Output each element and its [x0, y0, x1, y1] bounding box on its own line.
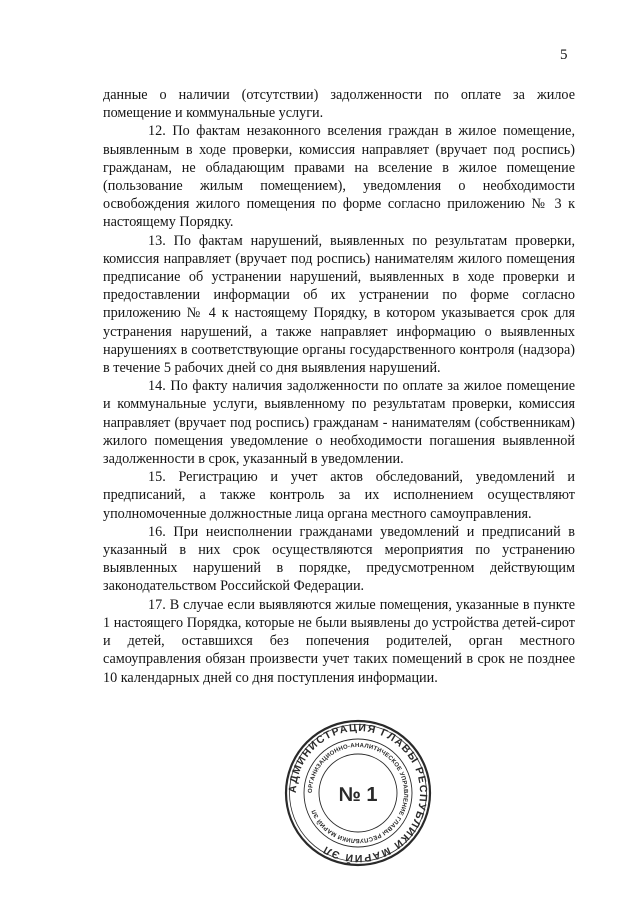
stamp-number: № 1	[338, 784, 378, 806]
stamp-outer-text: АДМИНИСТРАЦИЯ ГЛАВЫ РЕСПУБЛИКИ МАРИЙ ЭЛ	[286, 721, 430, 865]
stamp-seal-icon	[283, 718, 433, 868]
paragraph-16: 16. При неисполнении гражданами уведомлений и предписаний в указанный в них срок осуществляются мероприятия по устранению выявленных нарушений в порядке, предусмотренном действующим законодательством Российской Федерации.	[103, 523, 575, 595]
paragraph-15: 15. Регистрацию и учет актов обследований, уведомлений и предписаний, а также контроль за их исполнением осуществляют уполномоченные должностные лица органа местного самоуправления.	[103, 469, 575, 522]
paragraph-12: 12. По фактам незаконного вселения граждан в жилое помещение, выявленным в ходе проверки, комиссия направляет (вручает под роспись) гражданам, не обладающим правами на вселение в жилое помещение (пользование жилым помещением), уведомления о необходимости освобождения жилого помещения по форме согласно приложению № 3 к настоящему Порядку.	[103, 123, 575, 231]
paragraph-continuation: данные о наличии (отсутствии) задолженности по оплате за жилое помещение и коммунальные услуги.	[103, 87, 575, 122]
stamp-inner-text: ОРГАНИЗАЦИОННО-АНАЛИТИЧЕСКОЕ УПРАВЛЕНИЕ ГЛАВЫ РЕСПУБЛИКИ МАРИЙ ЭЛ	[307, 742, 409, 844]
official-stamp	[283, 718, 433, 868]
paragraph-13: 13. По фактам нарушений, выявленных по результатам проверки, комиссия направляет (вручает под роспись) нанимателям жилого помещения предписание об устранении нарушений, выявленных в ходе проверки и предоставлении информации об их устранении по форме согласно приложению № 4 к настоящему Порядку, в котором указывается срок для устранения нарушений, а также направляет информацию о выявленных нарушениях в соответствующие органы государственного контроля (надзора) в течение 5 рабочих дней со дня выявления нарушений.	[103, 232, 575, 377]
paragraph-14: 14. По факту наличия задолженности по оплате за жилое помещение и коммунальные услуги, выявленному по результатам проверки, комиссия направляет (вручает под роспись) гражданам - нанимателям (собственникам) жилого помещения уведомление о необходимости погашения выявленной задолженности в срок, указанный в уведомлении.	[103, 378, 575, 468]
paragraph-17: 17. В случае если выявляются жилые помещения, указанные в пункте 1 настоящего Порядка, которые не были выявлены до устройства детей-сирот и детей, оставшихся без попечения родителей, орган местного самоуправления обязан произвести учет таких помещений в срок не позднее 10 календарных дней со дня поступления информации.	[103, 596, 575, 686]
page-number: 5	[560, 47, 568, 63]
document-body	[103, 86, 575, 687]
